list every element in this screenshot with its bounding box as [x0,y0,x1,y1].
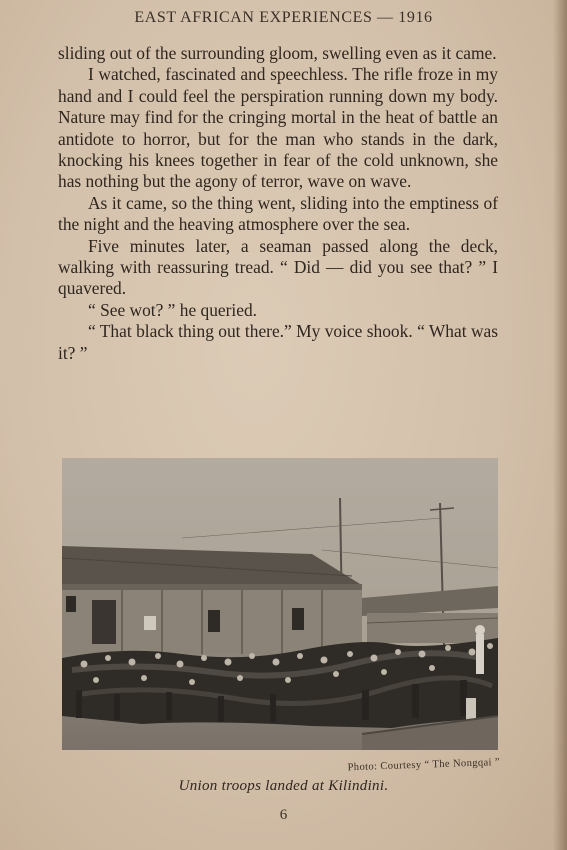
paragraph: I watched, fascinated and speechless. The rifle froze in my hand and I could feel the perspiration running down my body. Nature may find for the cringing mortal in the heat of battle an antidote to horror, but for the man who stands in the dark, knocking his knees together in fear of the cold unknown, she has nothing but the agony of terror, wave on wave. [58,64,498,192]
body-text [58,43,498,364]
troops-photograph [62,458,498,750]
paragraph: “ See wot? ” he queried. [88,299,257,320]
paragraph: “ That black thing out there.” My voice shook. “ What was it? ” [58,321,498,363]
photo-credit: Photo: Courtesy “ The Nongqai ” [347,757,501,774]
running-head: EAST AFRICAN EXPERIENCES — 1916 [134,9,433,26]
photo-caption: Union troops landed at Kilindini. [178,778,389,794]
paragraph: sliding out of the surrounding gloom, swelling even as it came. [58,43,497,63]
paragraph: Five minutes later, a seaman passed along the deck, walking with reassuring tread. “ Did — did you see that? ” I quavered. [58,235,498,299]
page-edge-shadow [553,0,567,850]
paragraph: As it came, so the thing went, sliding into the emptiness of the night and the heaving atmosphere over the sea. [58,192,498,235]
page-number: 6 [279,807,288,823]
